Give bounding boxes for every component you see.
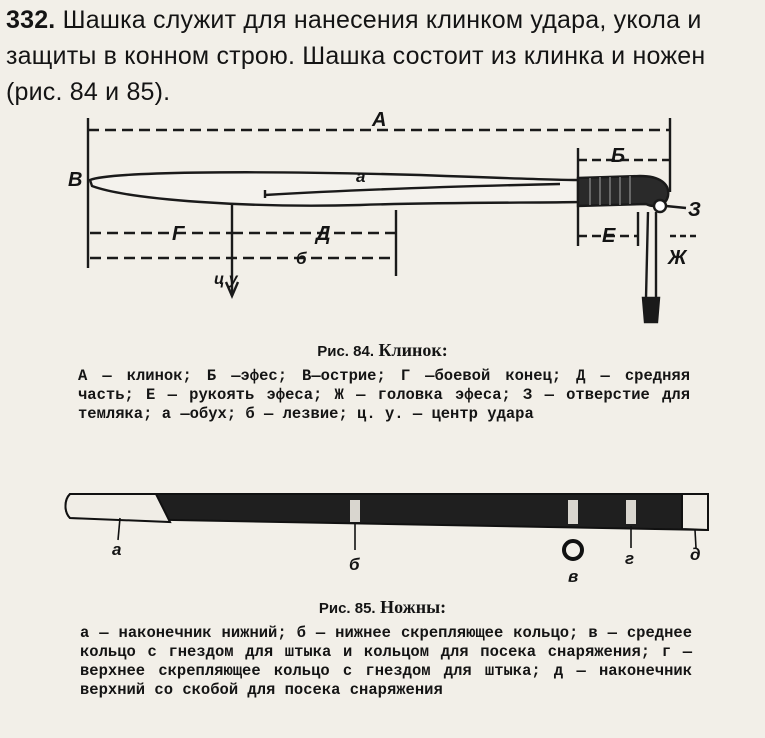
figure-85-caption-title <box>0 597 765 618</box>
lower-binding-ring <box>350 500 360 522</box>
scabbard-label-b: б <box>349 555 360 574</box>
lanyard-tassel <box>643 298 659 322</box>
label-v-point: В <box>68 169 83 191</box>
label-zh: Ж <box>668 247 687 269</box>
paragraph-text: Шашка служит для нанесения клинком удара, укола и защиты в конном строю. Шашка состоит из клинка и ножен (рис. 84 и 85). <box>6 6 706 106</box>
label-edge-b: б <box>296 249 307 268</box>
middle-suspension-ring <box>564 541 582 559</box>
scabbard-upper-tip <box>682 494 708 530</box>
lanyard-hole <box>654 200 666 212</box>
label-d: Д <box>316 223 331 245</box>
middle-ring-band <box>568 500 578 524</box>
figure-84-title: Клинок: <box>378 340 448 360</box>
label-spine-a: а <box>356 167 366 186</box>
leader-a <box>118 518 120 540</box>
upper-binding-ring <box>626 500 636 524</box>
figure-85-scabbard <box>66 494 709 559</box>
hole-leader-line <box>666 206 686 208</box>
lanyard-cord <box>646 212 656 298</box>
label-z-hole: З <box>688 199 701 221</box>
paragraph-number: 332. <box>6 6 56 34</box>
figure-85-title: Ножны: <box>380 597 447 617</box>
label-a: А <box>372 109 387 131</box>
scabbard-label-a: а <box>112 540 122 559</box>
scabbard-label-g: г <box>625 549 635 568</box>
scabbard-label-v: в <box>568 567 579 586</box>
figure-84-caption-title <box>0 340 765 361</box>
figure-85-legend: а — наконечник нижний; б — нижнее скрепляющее кольцо; в — среднее кольцо с гнездом для штыка и кольцом для посека снаряжения; г — верхнее скрепляющее кольцо с гнездом для штыка; д — наконечник верхний со скобой для посека снаряжения <box>80 624 692 699</box>
figure-85-number: Рис. 85. <box>318 600 376 617</box>
figure-84-number: Рис. 84. <box>317 343 374 360</box>
label-g: Г <box>172 223 185 245</box>
label-e-grip: Е <box>602 225 616 247</box>
scabbard-label-d: д <box>690 545 701 564</box>
blade-outline <box>90 172 578 205</box>
figure-84-legend: А — клинок; Б —эфес; В—острие; Г —боевой конец; Д — средняя часть; Е — рукоять эфеса; Ж — головка эфеса; З — отверстие для темляка; а —обух; б — лезвие; ц. у. — центр удара <box>78 367 690 423</box>
label-center-of-strike: ц у <box>214 271 238 288</box>
scabbard-lower-tip <box>66 494 171 522</box>
label-b-hilt: Б <box>611 145 626 167</box>
